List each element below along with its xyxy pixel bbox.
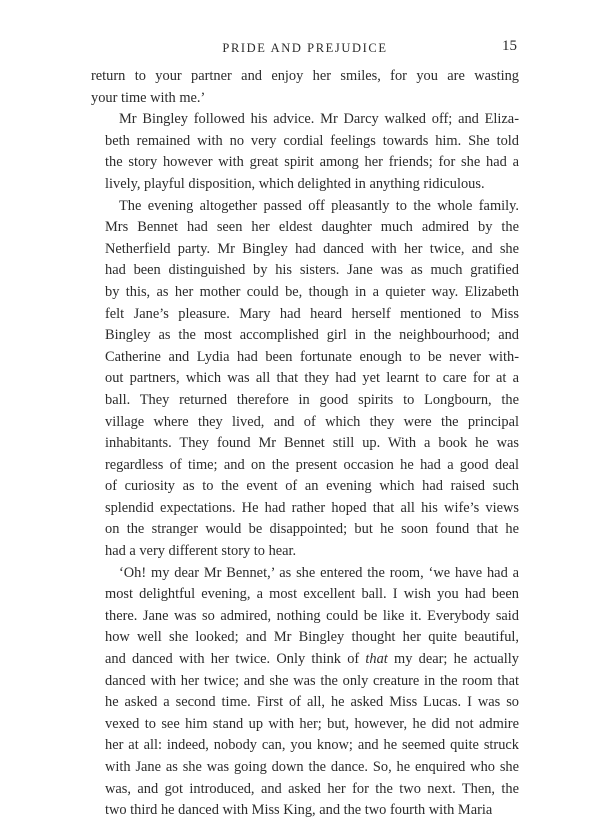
text-line: vexed to see him stand up with her; but, however, he did not admire [105,715,519,732]
text-line: two third he danced with Miss King, and the two fourth with Maria [105,802,493,819]
text-line: had a very different story to hear. [105,543,297,560]
text-line: ‘Oh! my dear Mr Bennet,’ as she entered the room, ‘we have had a [119,564,519,581]
text-line: Mr Bingley followed his advice. Mr Darcy walked off; and Eliza- [119,111,519,128]
text-line: and danced with her twice. Only think of that my dear; he actually [105,651,519,668]
text-line: he asked a second time. First of all, he asked Miss Lucas. I was so [105,694,519,711]
text-line: the story however with great spirit among her friends; for she had a [105,154,519,171]
para-bingley-advice [91,109,519,195]
para-mrs-bennet [91,563,519,822]
text-line: return to your partner and enjoy her smiles, for you are wasting [91,68,519,84]
text-line: beth remained with no very cordial feelings towards him. She told [105,132,519,149]
text-line: felt Jane’s pleasure. Mary had heard herself mentioned to Miss [105,305,519,322]
text-line: there. Jane was so admired, nothing could be like it. Everybody said [105,607,519,624]
text-line: of curiosity as to the event of an evening which had raised such [105,478,519,495]
text-line: ball. They returned therefore in good spirits to Longbourn, the [105,391,519,408]
text-line: village where they lived, and of which they were the principal [105,413,519,430]
text-line: how well she looked; and Mr Bingley thought her quite beautiful, [105,629,519,646]
text-line: inhabitants. They found Mr Bennet still up. With a book he was [105,435,519,452]
text-line: lively, playful disposition, which delighted in anything ridiculous. [105,175,485,192]
text-line: The evening altogether passed off pleasantly to the whole family. [119,197,519,214]
book-page [91,38,519,822]
running-title: PRIDE AND PREJUDICE [222,41,388,55]
text-line: splendid expectations. He had rather hoped that all his wife’s views [105,499,519,516]
text-line: with Jane as she was going down the dance. So, he enquired who she [105,759,519,775]
text-line: her at all: indeed, nobody can, you know; and he seemed quite struck [105,737,519,754]
text-line: Mrs Bennet had seen her eldest daughter much admired by the [105,219,519,236]
text-line: Catherine and Lydia had been fortunate enough to be never with- [105,348,519,365]
para-evening [91,196,519,563]
text-line: on the stranger would be disappointed; but he soon found that he [105,521,519,538]
text-line: was, and got introduced, and asked her for the two next. Then, the [105,780,519,797]
text-line: by this, as her mother could be, though in a quieter way. Elizabeth [105,283,519,300]
body-text [91,66,519,822]
text-line: had been distinguished by his sisters. Jane was as much gratified [105,262,519,279]
running-head [91,38,519,60]
text-line: danced with her twice; and she was the only creature in the room that [105,672,519,689]
para-continuation [91,66,519,109]
text-line: regardless of time; and on the present occasion he had a good deal [105,456,519,473]
text-line: your time with me.’ [91,89,206,106]
page-number: 15 [502,38,517,54]
text-line: Netherfield party. Mr Bingley had danced with her twice, and she [105,240,519,257]
text-line: Bingley as the most accomplished girl in the neighbourhood; and [105,327,519,344]
text-line: out partners, which was all that they had yet learnt to care for at a [105,370,519,387]
text-line: most delightful evening, a most excellent ball. I wish you had been [105,586,519,603]
